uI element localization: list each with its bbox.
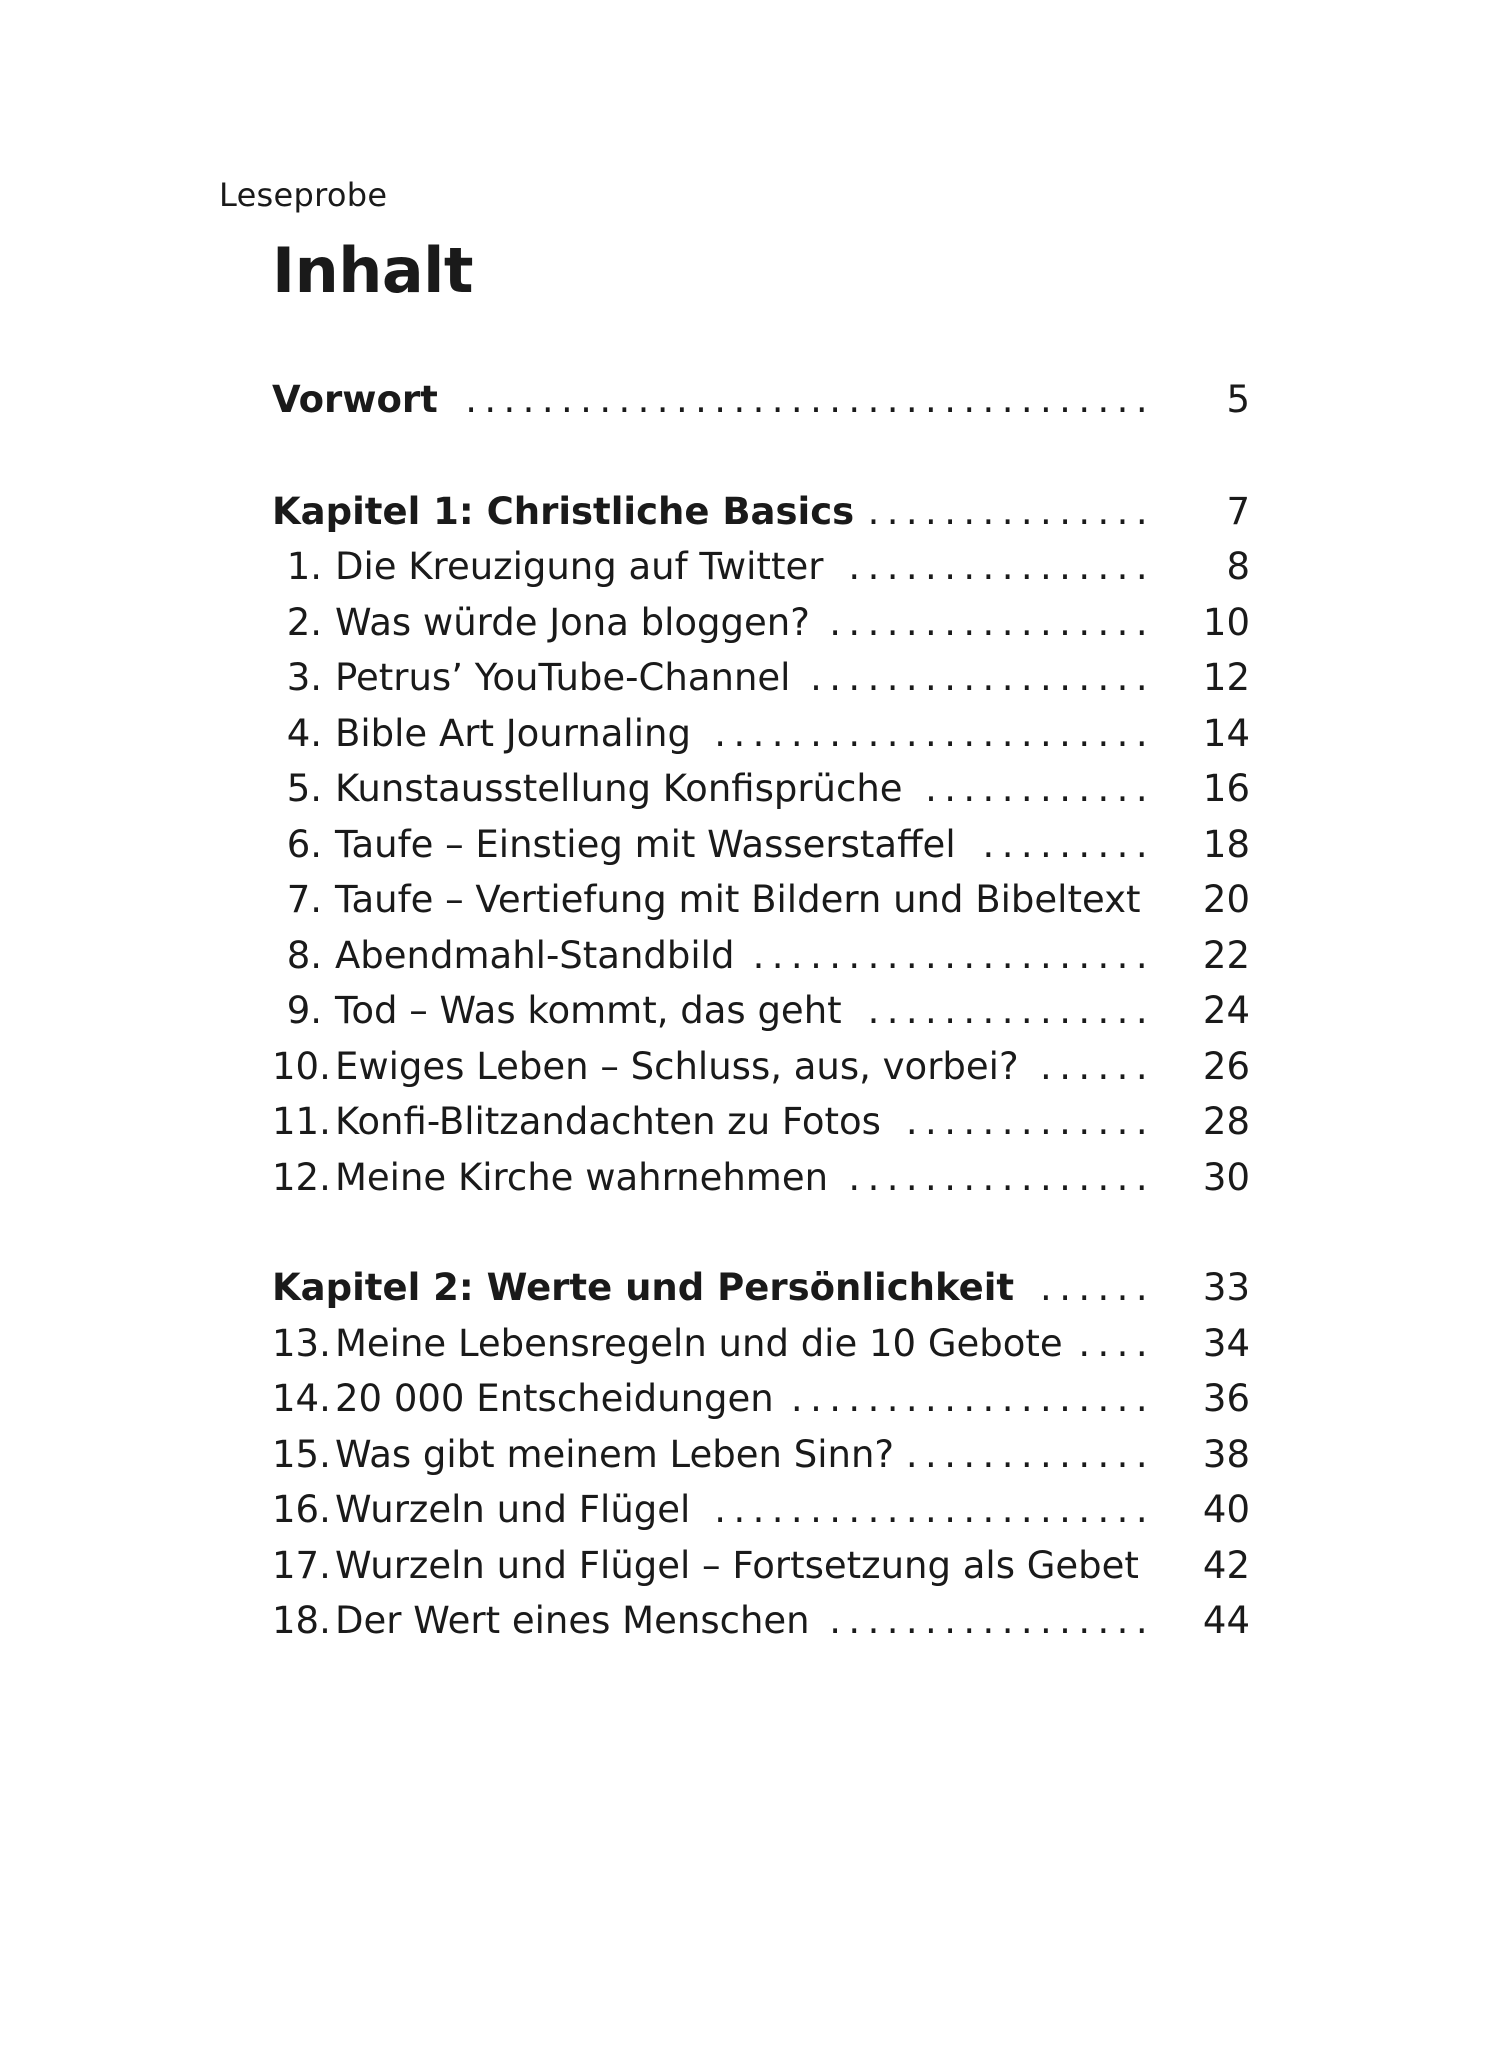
toc-item	[272, 1482, 1250, 1538]
toc-page-number: 36	[1202, 1377, 1250, 1420]
toc-item	[272, 1150, 1250, 1206]
chapter-1-items	[272, 539, 1250, 1205]
toc-item	[272, 1094, 1250, 1150]
toc-page-number: 24	[1202, 989, 1250, 1032]
toc-item	[272, 872, 1250, 928]
toc-item-title: Was gibt meinem Leben Sinn?	[335, 1432, 895, 1476]
dot-leader: ...............	[867, 489, 1155, 533]
toc-page-number: 10	[1202, 600, 1250, 644]
toc-item	[272, 1538, 1250, 1594]
toc-page-number: 7	[1226, 489, 1250, 533]
dot-leader: ................	[848, 545, 1155, 588]
dot-leader: ...................	[790, 1377, 1155, 1420]
dot-leader: .....................	[752, 933, 1155, 977]
toc-entry-vorwort	[272, 372, 1250, 428]
toc-item-number: 4.	[286, 711, 322, 755]
toc-item-title: Meine Lebensregeln und die 10 Gebote	[335, 1321, 1063, 1365]
toc-chapter-2	[272, 1260, 1250, 1316]
toc-item-title: Taufe – Vertiefung mit Bildern und Bibeltext	[335, 878, 1141, 921]
toc-item-number: 11.	[272, 1100, 331, 1143]
toc-item	[272, 650, 1250, 706]
toc-item-number: 14.	[272, 1377, 331, 1420]
toc-chapter-1	[272, 484, 1250, 540]
toc-item-title: Kunstausstellung Konfisprüche	[335, 767, 903, 810]
toc-page-number: 5	[1226, 378, 1250, 421]
toc-item	[272, 706, 1250, 762]
toc-page-number: 38	[1202, 1432, 1250, 1476]
toc-item-title: Meine Kirche wahrnehmen	[335, 1155, 829, 1199]
toc-item	[272, 1039, 1250, 1095]
toc-item-title: Ewiges Leben – Schluss, aus, vorbei?	[335, 1044, 1019, 1088]
toc-item-title: Taufe – Einstieg mit Wasserstaffel	[335, 822, 956, 866]
toc-page-number: 30	[1202, 1155, 1250, 1199]
dot-leader: ....	[1078, 1321, 1155, 1365]
toc-page-number: 18	[1202, 822, 1250, 866]
toc-item	[272, 1593, 1250, 1649]
toc-item-title: 20 000 Entscheidungen	[335, 1377, 774, 1420]
toc-item-number: 5.	[286, 767, 322, 810]
toc-item	[272, 1316, 1250, 1372]
dot-leader: ..................	[810, 656, 1155, 699]
toc-page-number: 44	[1202, 1599, 1250, 1642]
toc-item	[272, 1427, 1250, 1483]
dot-leader: .................	[829, 600, 1155, 644]
dot-leader: .......................	[714, 1488, 1155, 1531]
toc-item-number: 3.	[286, 656, 322, 699]
toc-page-number: 26	[1202, 1044, 1250, 1088]
dot-leader: ......	[1040, 1044, 1155, 1088]
toc-item	[272, 983, 1250, 1039]
dot-leader: ......	[1040, 1266, 1155, 1309]
toc-page-number: 28	[1202, 1100, 1250, 1143]
toc-entry-title: Vorwort	[272, 378, 438, 421]
toc-item	[272, 817, 1250, 873]
toc-chapter-title: Kapitel 2: Werte und Persönlichkeit	[272, 1266, 1015, 1309]
toc-item-number: 7.	[286, 878, 322, 921]
toc-chapter-title: Kapitel 1: Christliche Basics	[272, 489, 855, 533]
toc-item	[272, 539, 1250, 595]
toc-item-number: 2.	[286, 600, 322, 644]
dot-leader: ................	[848, 1155, 1155, 1199]
dot-leader: ............	[925, 767, 1155, 810]
section-spacer	[272, 1205, 1250, 1260]
toc-item	[272, 761, 1250, 817]
toc-page-number: 8	[1226, 545, 1250, 588]
toc-page-number: 34	[1202, 1321, 1250, 1365]
toc-item-number: 12.	[272, 1155, 331, 1199]
toc-page-number: 42	[1202, 1543, 1250, 1587]
toc-item-title: Abendmahl-Standbild	[335, 933, 735, 977]
toc-page-number: 22	[1202, 933, 1250, 977]
toc-item-title: Bible Art Journaling	[335, 711, 691, 755]
toc-item-number: 17.	[272, 1543, 331, 1587]
chapter-2-items	[272, 1316, 1250, 1649]
header-label: Leseprobe	[219, 176, 388, 214]
dot-leader: .......................	[714, 711, 1155, 755]
toc-page-number: 33	[1202, 1266, 1250, 1309]
toc-item-number: 6.	[286, 822, 322, 866]
toc-page-number: 16	[1202, 767, 1250, 810]
dot-leader: ...............	[867, 989, 1155, 1032]
toc-item-number: 1.	[286, 545, 322, 588]
toc-item-number: 10.	[272, 1044, 331, 1088]
toc-item-title: Was würde Jona bloggen?	[335, 600, 810, 644]
toc-item-title: Konfi-Blitzandachten zu Fotos	[335, 1100, 881, 1143]
toc-page-number: 40	[1202, 1488, 1250, 1531]
toc-item-title: Wurzeln und Flügel	[335, 1488, 691, 1531]
dot-leader: .................	[829, 1599, 1155, 1642]
toc-item-number: 9.	[286, 989, 322, 1032]
toc-page-number: 20	[1202, 878, 1250, 921]
toc-item-number: 8.	[286, 933, 322, 977]
toc-item-title: Tod – Was kommt, das geht	[335, 989, 842, 1032]
toc-page-number: 14	[1202, 711, 1250, 755]
toc-item	[272, 595, 1250, 651]
toc-item-number: 15.	[272, 1432, 331, 1476]
page-title: Inhalt	[272, 234, 474, 307]
toc-item-title: Die Kreuzigung auf Twitter	[335, 545, 824, 588]
dot-leader: .........	[982, 822, 1155, 866]
toc-item-title: Der Wert eines Menschen	[335, 1599, 810, 1642]
dot-leader: .............	[905, 1100, 1155, 1143]
section-spacer	[272, 428, 1250, 484]
dot-leader: .............	[905, 1432, 1155, 1476]
toc-item	[272, 1371, 1250, 1427]
toc-item	[272, 928, 1250, 984]
toc-page-number: 12	[1202, 656, 1250, 699]
toc-item-title: Petrus’ YouTube-Channel	[335, 656, 791, 699]
toc-item-title: Wurzeln und Flügel – Fortsetzung als Gebet	[335, 1543, 1139, 1587]
toc-item-number: 16.	[272, 1488, 331, 1531]
table-of-contents	[272, 372, 1250, 1649]
dot-leader: ....................................	[465, 378, 1155, 421]
toc-item-number: 18.	[272, 1599, 331, 1642]
toc-item-number: 13.	[272, 1321, 331, 1365]
